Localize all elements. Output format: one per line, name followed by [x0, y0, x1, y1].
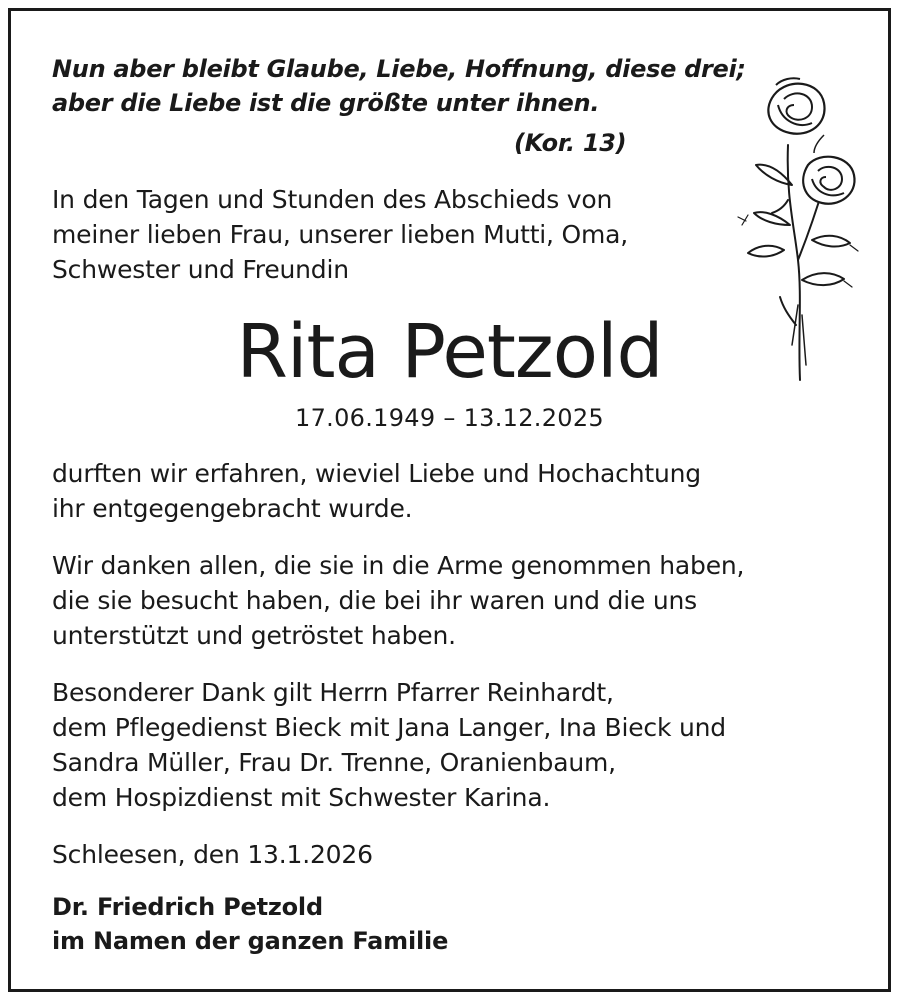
intro-line: meiner lieben Frau, unserer lieben Mutti, Oma, — [52, 220, 629, 249]
paragraph-line: die sie besucht haben, die bei ihr waren und die uns — [52, 586, 697, 615]
signature-line: Dr. Friedrich Petzold — [52, 893, 323, 921]
paragraph-line: durften wir erfahren, wieviel Liebe und Hochachtung — [52, 459, 701, 488]
life-dates: 17.06.1949 – 13.12.2025 — [295, 404, 604, 432]
paragraph-line: dem Pflegedienst Bieck mit Jana Langer, Ina Bieck und — [52, 713, 726, 742]
bible-quote — [52, 52, 746, 120]
paragraph-thanks-all — [52, 548, 744, 653]
paragraph-line: unterstützt und getröstet haben. — [52, 621, 456, 650]
signature-line: im Namen der ganzen Familie — [52, 927, 449, 955]
paragraph-line: Besonderer Dank gilt Herrn Pfarrer Reinhardt, — [52, 678, 614, 707]
intro-line: In den Tagen und Stunden des Abschieds von — [52, 185, 613, 214]
signature — [52, 890, 448, 958]
place-date: Schleesen, den 13.1.2026 — [52, 840, 373, 869]
intro-text — [52, 182, 628, 287]
paragraph-line: Wir danken allen, die sie in die Arme genommen haben, — [52, 551, 745, 580]
paragraph-line: Sandra Müller, Frau Dr. Trenne, Oranienbaum, — [52, 748, 616, 777]
paragraph-line: ihr entgegengebracht wurde. — [52, 494, 413, 523]
quote-source: (Kor. 13) — [514, 129, 627, 157]
deceased-name: Rita Petzold — [236, 309, 663, 395]
paragraph-special-thanks — [52, 675, 726, 815]
paragraph-line: dem Hospizdienst mit Schwester Karina. — [52, 783, 551, 812]
quote-line: Nun aber bleibt Glaube, Liebe, Hoffnung, diese drei; — [52, 55, 746, 83]
paragraph-thanks-intro — [52, 456, 701, 526]
quote-line: aber die Liebe ist die größte unter ihnen. — [52, 89, 600, 117]
intro-line: Schwester und Freundin — [52, 255, 349, 284]
rose-icon — [728, 75, 868, 385]
